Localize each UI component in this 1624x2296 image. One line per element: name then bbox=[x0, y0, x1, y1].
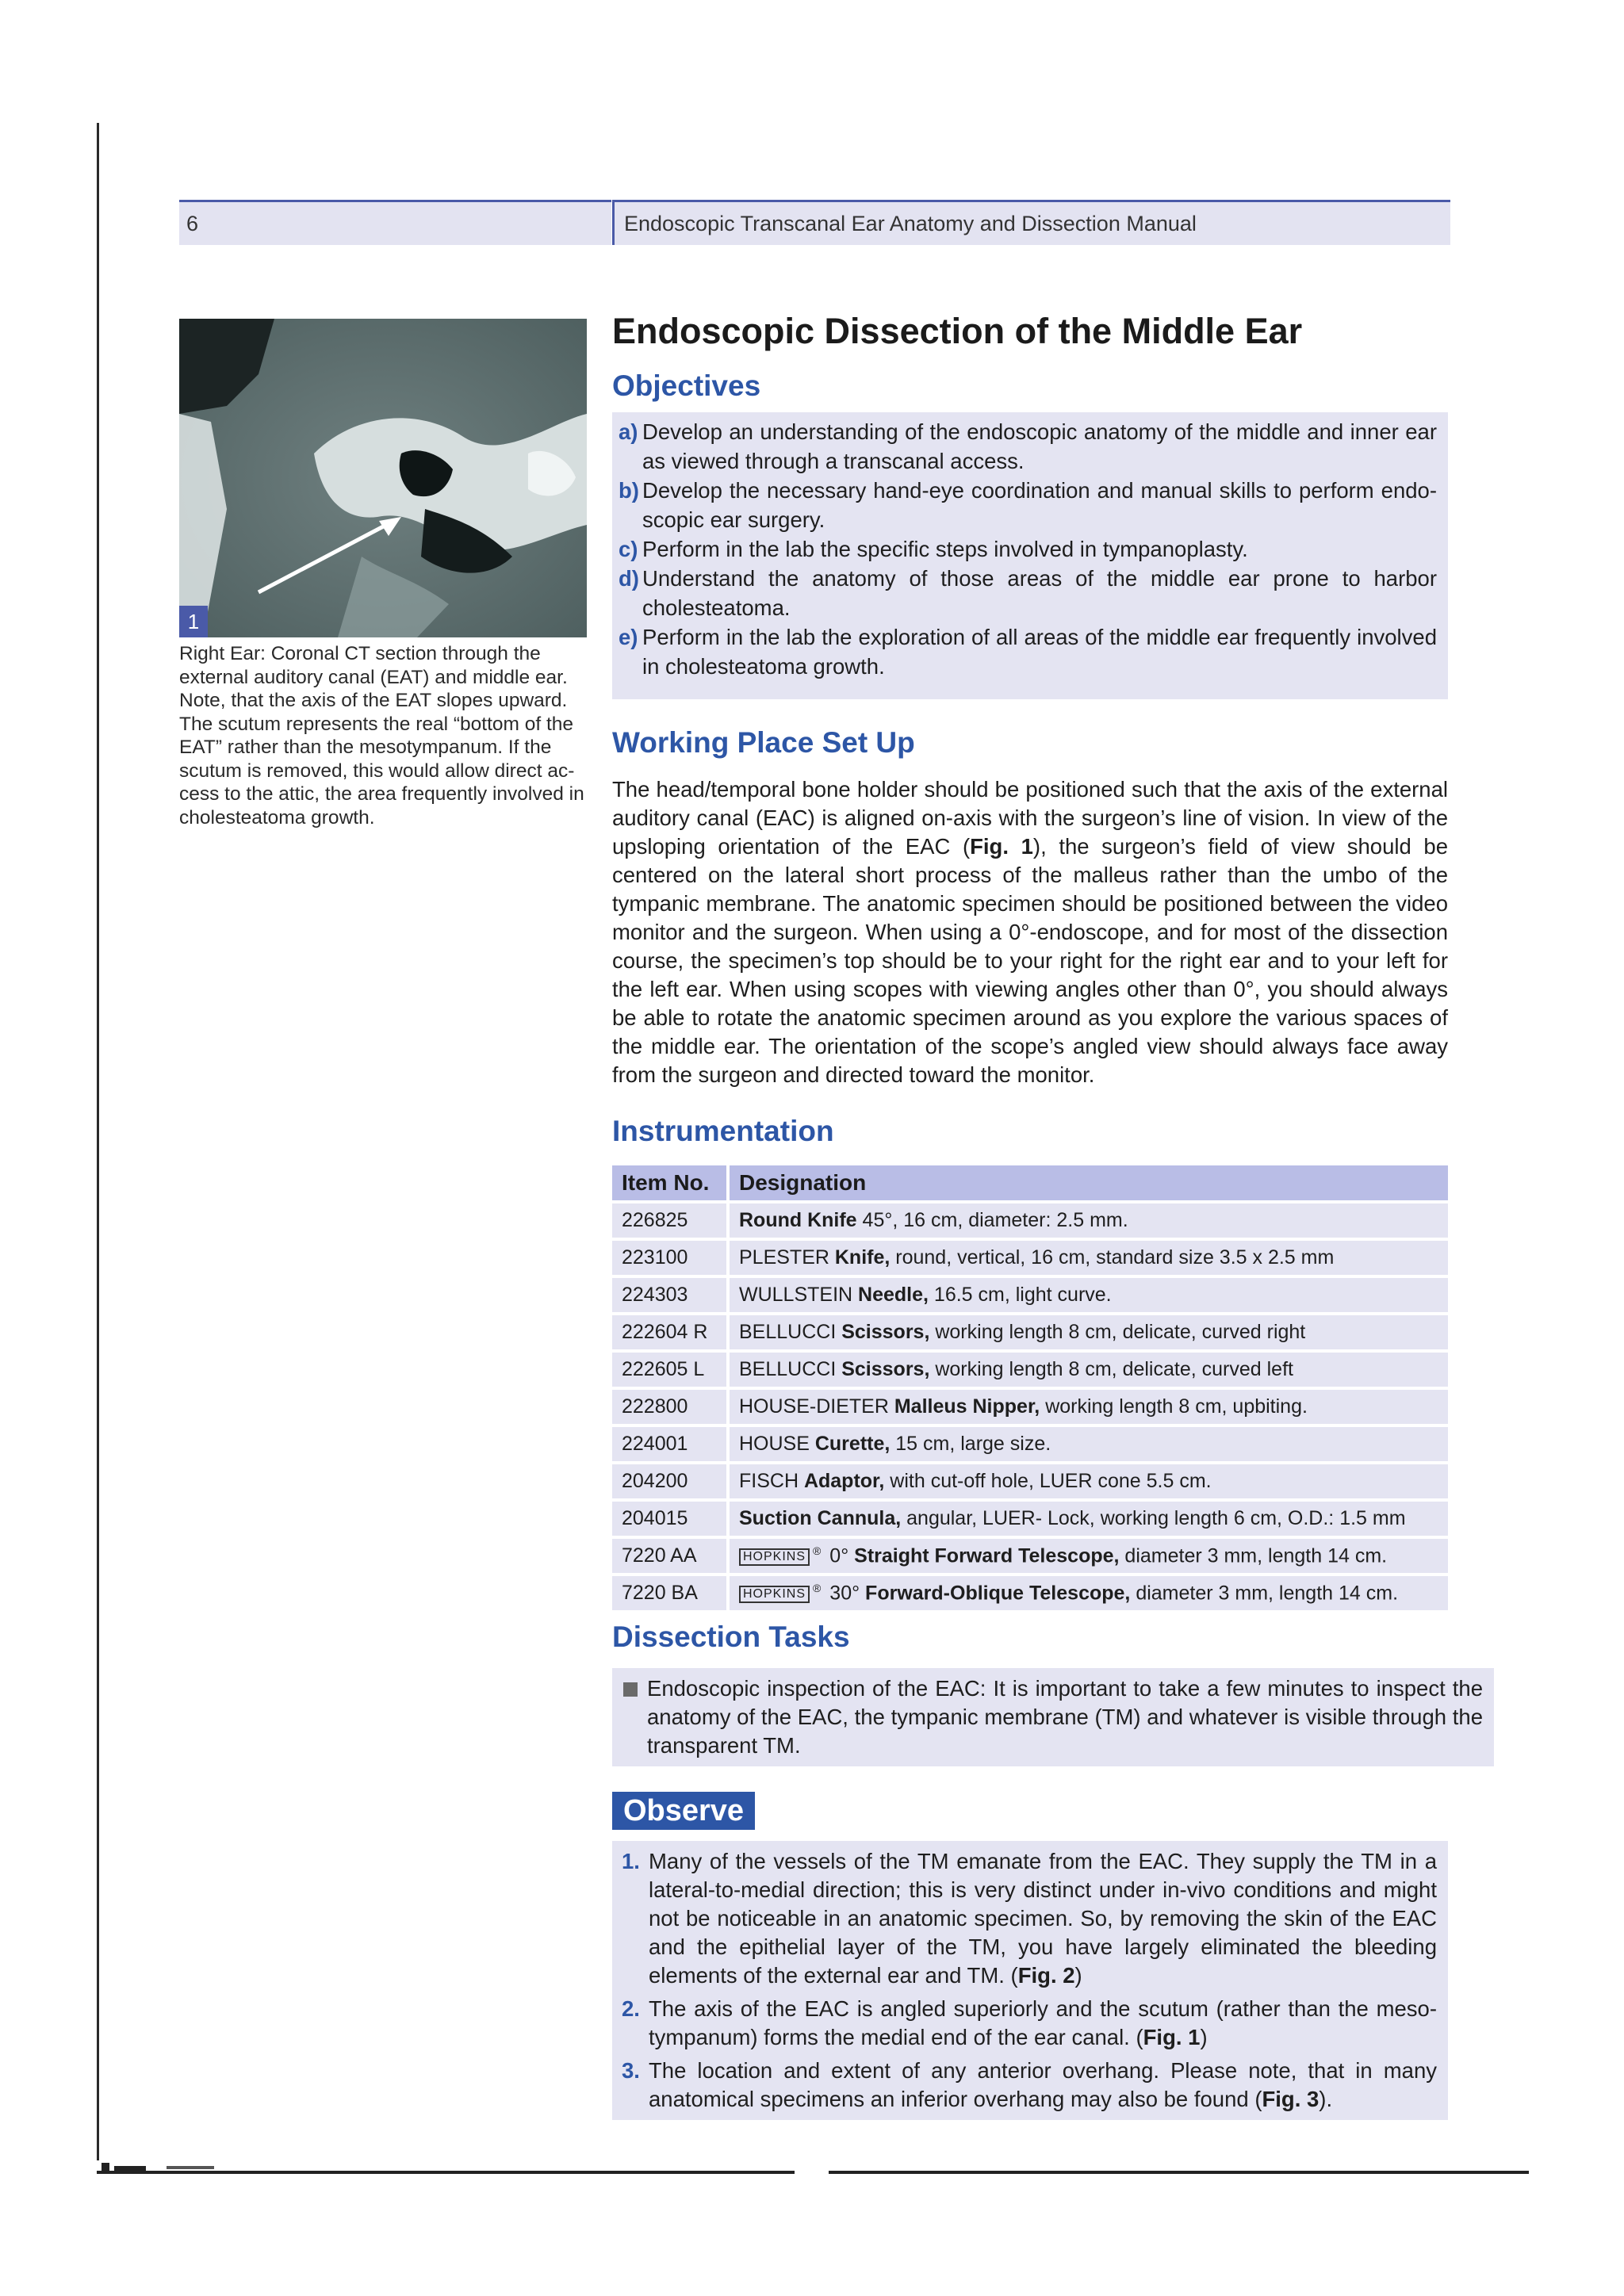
observe-number: 2. bbox=[622, 1996, 640, 2021]
designation-prefix: BELLUCCI bbox=[739, 1321, 842, 1343]
table-row bbox=[612, 1390, 1448, 1424]
instrument-name: Malleus Nipper, bbox=[894, 1395, 1040, 1418]
observe-item bbox=[612, 1847, 1448, 1990]
observe-number: 3. bbox=[622, 2058, 640, 2083]
objectives-list bbox=[612, 412, 1448, 699]
item-number: 226825 bbox=[612, 1203, 730, 1238]
instrument-name: Scissors, bbox=[841, 1358, 930, 1380]
instrumentation-heading: Instrumentation bbox=[612, 1115, 834, 1147]
working-place-paragraph bbox=[612, 775, 1448, 1089]
table-row bbox=[612, 1539, 1448, 1573]
objectives-heading: Objectives bbox=[612, 369, 761, 402]
scan-marks bbox=[95, 2158, 238, 2172]
observe-number: 1. bbox=[622, 1849, 640, 1873]
designation-prefix: HOUSE bbox=[739, 1433, 815, 1455]
instrument-name: Suction Cannula, bbox=[739, 1507, 902, 1529]
figure-reference[interactable]: Fig. 1 bbox=[1143, 2025, 1201, 2049]
designation-cell bbox=[730, 1390, 1448, 1424]
designation-detail: angular, LUER- Lock, working length 6 cm, O.D.: 1.5 mm bbox=[901, 1507, 1406, 1529]
designation-detail: round, vertical, 16 cm, standard size 3.5 x 2.5 mm bbox=[890, 1246, 1335, 1269]
paragraph-text: The head/temporal bone holder should be positioned such that the axis of the external auditory canal (EAC) is aligned on-axis with the surgeon’s line of vision. In view of the upsloping orientation of the EAC ( bbox=[612, 777, 1448, 859]
section-title: Endoscopic Dissection of the Middle Ear bbox=[612, 311, 1303, 351]
designation-cell bbox=[730, 1315, 1448, 1349]
item-number: 222800 bbox=[612, 1390, 730, 1424]
running-header-title bbox=[612, 200, 1450, 245]
page-number: 6 bbox=[186, 212, 199, 235]
objective-text: Develop an understanding of the endoscopic anatomy of the middle and inner ear as viewed through a transcanal access. bbox=[642, 419, 1437, 473]
table-header-row bbox=[612, 1165, 1448, 1200]
designation-cell bbox=[730, 1539, 1448, 1573]
registered-mark: ® bbox=[813, 1544, 822, 1557]
figure-reference[interactable]: Fig. 3 bbox=[1262, 2087, 1320, 2111]
objective-label: c) bbox=[619, 537, 638, 561]
designation-prefix: HOUSE-DIETER bbox=[739, 1395, 894, 1418]
scope-angle: 30° bbox=[824, 1582, 866, 1605]
objective-label: a) bbox=[619, 419, 638, 444]
designation-detail: 45°, 16 cm, diameter: 2.5 mm. bbox=[856, 1209, 1128, 1231]
objective-text: Perform in the lab the exploration of all areas of the middle ear frequently involved in cholesteatoma growth. bbox=[642, 625, 1437, 679]
observe-item bbox=[612, 2057, 1448, 2114]
observe-label: Observe bbox=[612, 1792, 755, 1830]
objective-text: Perform in the lab the specific steps involved in tympanoplasty. bbox=[642, 537, 1248, 561]
table-row bbox=[612, 1502, 1448, 1536]
designation-detail: 16.5 cm, light curve. bbox=[928, 1284, 1112, 1306]
figure-caption: Right Ear: Coronal CT section through the external auditory canal (EAT) and middle ear. Note, that the axis of the EAT slopes upward. The scutum represents the real “bottom of the EAT” rather than the mesotympanum. If the scutum is removed, this would allow direct ac-cess to the attic, the area frequently involved in cholesteatoma growth. bbox=[179, 643, 584, 828]
item-number: 222605 L bbox=[612, 1353, 730, 1387]
objective-text: Develop the necessary hand-eye coordination and manual skills to perform endo-scopic ear surgery. bbox=[642, 478, 1437, 532]
objective-label: b) bbox=[619, 478, 639, 503]
figure-reference[interactable]: Fig. 2 bbox=[1017, 1963, 1075, 1988]
objective-label: d) bbox=[619, 566, 639, 591]
table-row bbox=[612, 1203, 1448, 1238]
running-header-page bbox=[179, 200, 611, 245]
column-header-item-no: Item No. bbox=[612, 1165, 730, 1200]
designation-prefix: BELLUCCI bbox=[739, 1358, 842, 1380]
observe-text-tail: ) bbox=[1074, 1963, 1082, 1988]
instrument-table-wrap bbox=[612, 1162, 1448, 1613]
table-row bbox=[612, 1576, 1448, 1610]
designation-prefix: FISCH bbox=[739, 1470, 804, 1492]
designation-prefix: PLESTER bbox=[739, 1246, 835, 1269]
table-row bbox=[612, 1353, 1448, 1387]
designation-cell bbox=[730, 1278, 1448, 1312]
instrument-name: Needle, bbox=[858, 1284, 929, 1306]
designation-detail: 15 cm, large size. bbox=[890, 1433, 1051, 1455]
book-title: Endoscopic Transcanal Ear Anatomy and Dissection Manual bbox=[624, 212, 1197, 235]
task-text: Endoscopic inspection of the EAC: It is important to take a few minutes to inspect the anatomy of the EAC, the tympanic membrane (TM) and whatever is visible through the transparent TM. bbox=[647, 1676, 1483, 1758]
table-row bbox=[612, 1315, 1448, 1349]
objective-item bbox=[612, 476, 1448, 534]
ct-scan-image bbox=[179, 319, 587, 637]
dissection-tasks-heading: Dissection Tasks bbox=[612, 1621, 850, 1653]
designation-cell bbox=[730, 1464, 1448, 1498]
item-number: 224001 bbox=[612, 1427, 730, 1461]
figure-number-badge: 1 bbox=[179, 606, 208, 637]
instrument-name: Adaptor, bbox=[803, 1470, 885, 1492]
designation-cell bbox=[730, 1427, 1448, 1461]
hopkins-logo: HOPKINS bbox=[739, 1548, 810, 1566]
objective-item bbox=[612, 622, 1448, 681]
bottom-rule bbox=[829, 2171, 1529, 2174]
instrument-name: Round Knife bbox=[739, 1209, 857, 1231]
scope-angle: 0° bbox=[824, 1544, 855, 1567]
table-row bbox=[612, 1464, 1448, 1498]
instrument-table bbox=[612, 1162, 1448, 1613]
item-number: 223100 bbox=[612, 1241, 730, 1275]
designation-detail: diameter 3 mm, length 14 cm. bbox=[1130, 1582, 1399, 1605]
item-number: 7220 BA bbox=[612, 1576, 730, 1610]
objective-item bbox=[612, 564, 1448, 622]
instrument-name: Forward-Oblique Telescope, bbox=[865, 1582, 1131, 1605]
observe-list bbox=[612, 1841, 1448, 2120]
item-number: 224303 bbox=[612, 1278, 730, 1312]
table-row bbox=[612, 1241, 1448, 1275]
objective-label: e) bbox=[619, 625, 638, 649]
table-row bbox=[612, 1427, 1448, 1461]
designation-detail: with cut-off hole, LUER cone 5.5 cm. bbox=[884, 1470, 1212, 1492]
item-number: 204015 bbox=[612, 1502, 730, 1536]
item-number: 204200 bbox=[612, 1464, 730, 1498]
paragraph-text: ), the surgeon’s field of view should be centered on the lateral short process of the malleus rather than the umbo of the tympanic membrane. The anatomic specimen should be positioned between the video monitor and the surgeon. When using a 0°-endoscope, and for most of the dissection course, the specimen’s top should be to your right for the right ear and to your left for the left ear. When using scopes with viewing angles other than 0°, you should always be able to rotate the anatomic specimen around as you explore the various spaces of the middle ear. The orientation of the scope’s angled view should always face away from the surgeon and directed toward the monitor. bbox=[612, 834, 1449, 1087]
designation-detail: working length 8 cm, delicate, curved left bbox=[929, 1358, 1293, 1380]
designation-prefix: WULLSTEIN bbox=[739, 1284, 859, 1306]
dissection-task-item bbox=[612, 1668, 1494, 1766]
observe-text: The location and extent of any anterior overhang. Please note, that in many anatomical specimens an inferior overhang may also be found ( bbox=[649, 2058, 1437, 2111]
instrument-name: Straight Forward Telescope, bbox=[854, 1544, 1120, 1567]
page-margin-line bbox=[97, 123, 99, 2160]
designation-cell bbox=[730, 1241, 1448, 1275]
observe-item bbox=[612, 1995, 1448, 2052]
designation-detail: diameter 3 mm, length 14 cm. bbox=[1119, 1544, 1388, 1567]
designation-cell bbox=[730, 1502, 1448, 1536]
observe-text-tail: ) bbox=[1200, 2025, 1208, 2049]
instrument-name: Knife, bbox=[834, 1246, 891, 1269]
objective-text: Understand the anatomy of those areas of the middle ear prone to harbor cholesteatoma. bbox=[642, 566, 1437, 620]
square-bullet-icon bbox=[623, 1682, 638, 1697]
designation-detail: working length 8 cm, upbiting. bbox=[1040, 1395, 1308, 1418]
observe-text: Many of the vessels of the TM emanate from the EAC. They supply the TM in a lateral-to-medial direction; this is very distinct under in-vivo conditions and might not be noticeable in an anatomic specimen. So, by removing the skin of the EAC and the epithelial layer of the TM, you have largely eliminated the bleeding elements of the external ear and TM. ( bbox=[649, 1849, 1437, 1988]
hopkins-logo: HOPKINS bbox=[739, 1586, 810, 1603]
item-number: 222604 R bbox=[612, 1315, 730, 1349]
observe-text-tail: ). bbox=[1319, 2087, 1333, 2111]
objective-item bbox=[612, 417, 1448, 476]
designation-cell bbox=[730, 1576, 1448, 1610]
figure-reference[interactable]: Fig. 1 bbox=[970, 834, 1033, 859]
instrument-name: Scissors, bbox=[841, 1321, 930, 1343]
observe-text: The axis of the EAC is angled superiorly and the scutum (rather than the meso-tympanum) forms the medial end of the ear canal. ( bbox=[649, 1996, 1437, 2049]
working-place-heading: Working Place Set Up bbox=[612, 726, 915, 759]
designation-cell bbox=[730, 1203, 1448, 1238]
designation-cell bbox=[730, 1353, 1448, 1387]
item-number: 7220 AA bbox=[612, 1539, 730, 1573]
column-header-designation: Designation bbox=[730, 1165, 1448, 1200]
objective-item bbox=[612, 534, 1448, 564]
instrument-name: Curette, bbox=[814, 1433, 891, 1455]
registered-mark: ® bbox=[813, 1581, 822, 1594]
designation-detail: working length 8 cm, delicate, curved right bbox=[929, 1321, 1306, 1343]
table-row bbox=[612, 1278, 1448, 1312]
